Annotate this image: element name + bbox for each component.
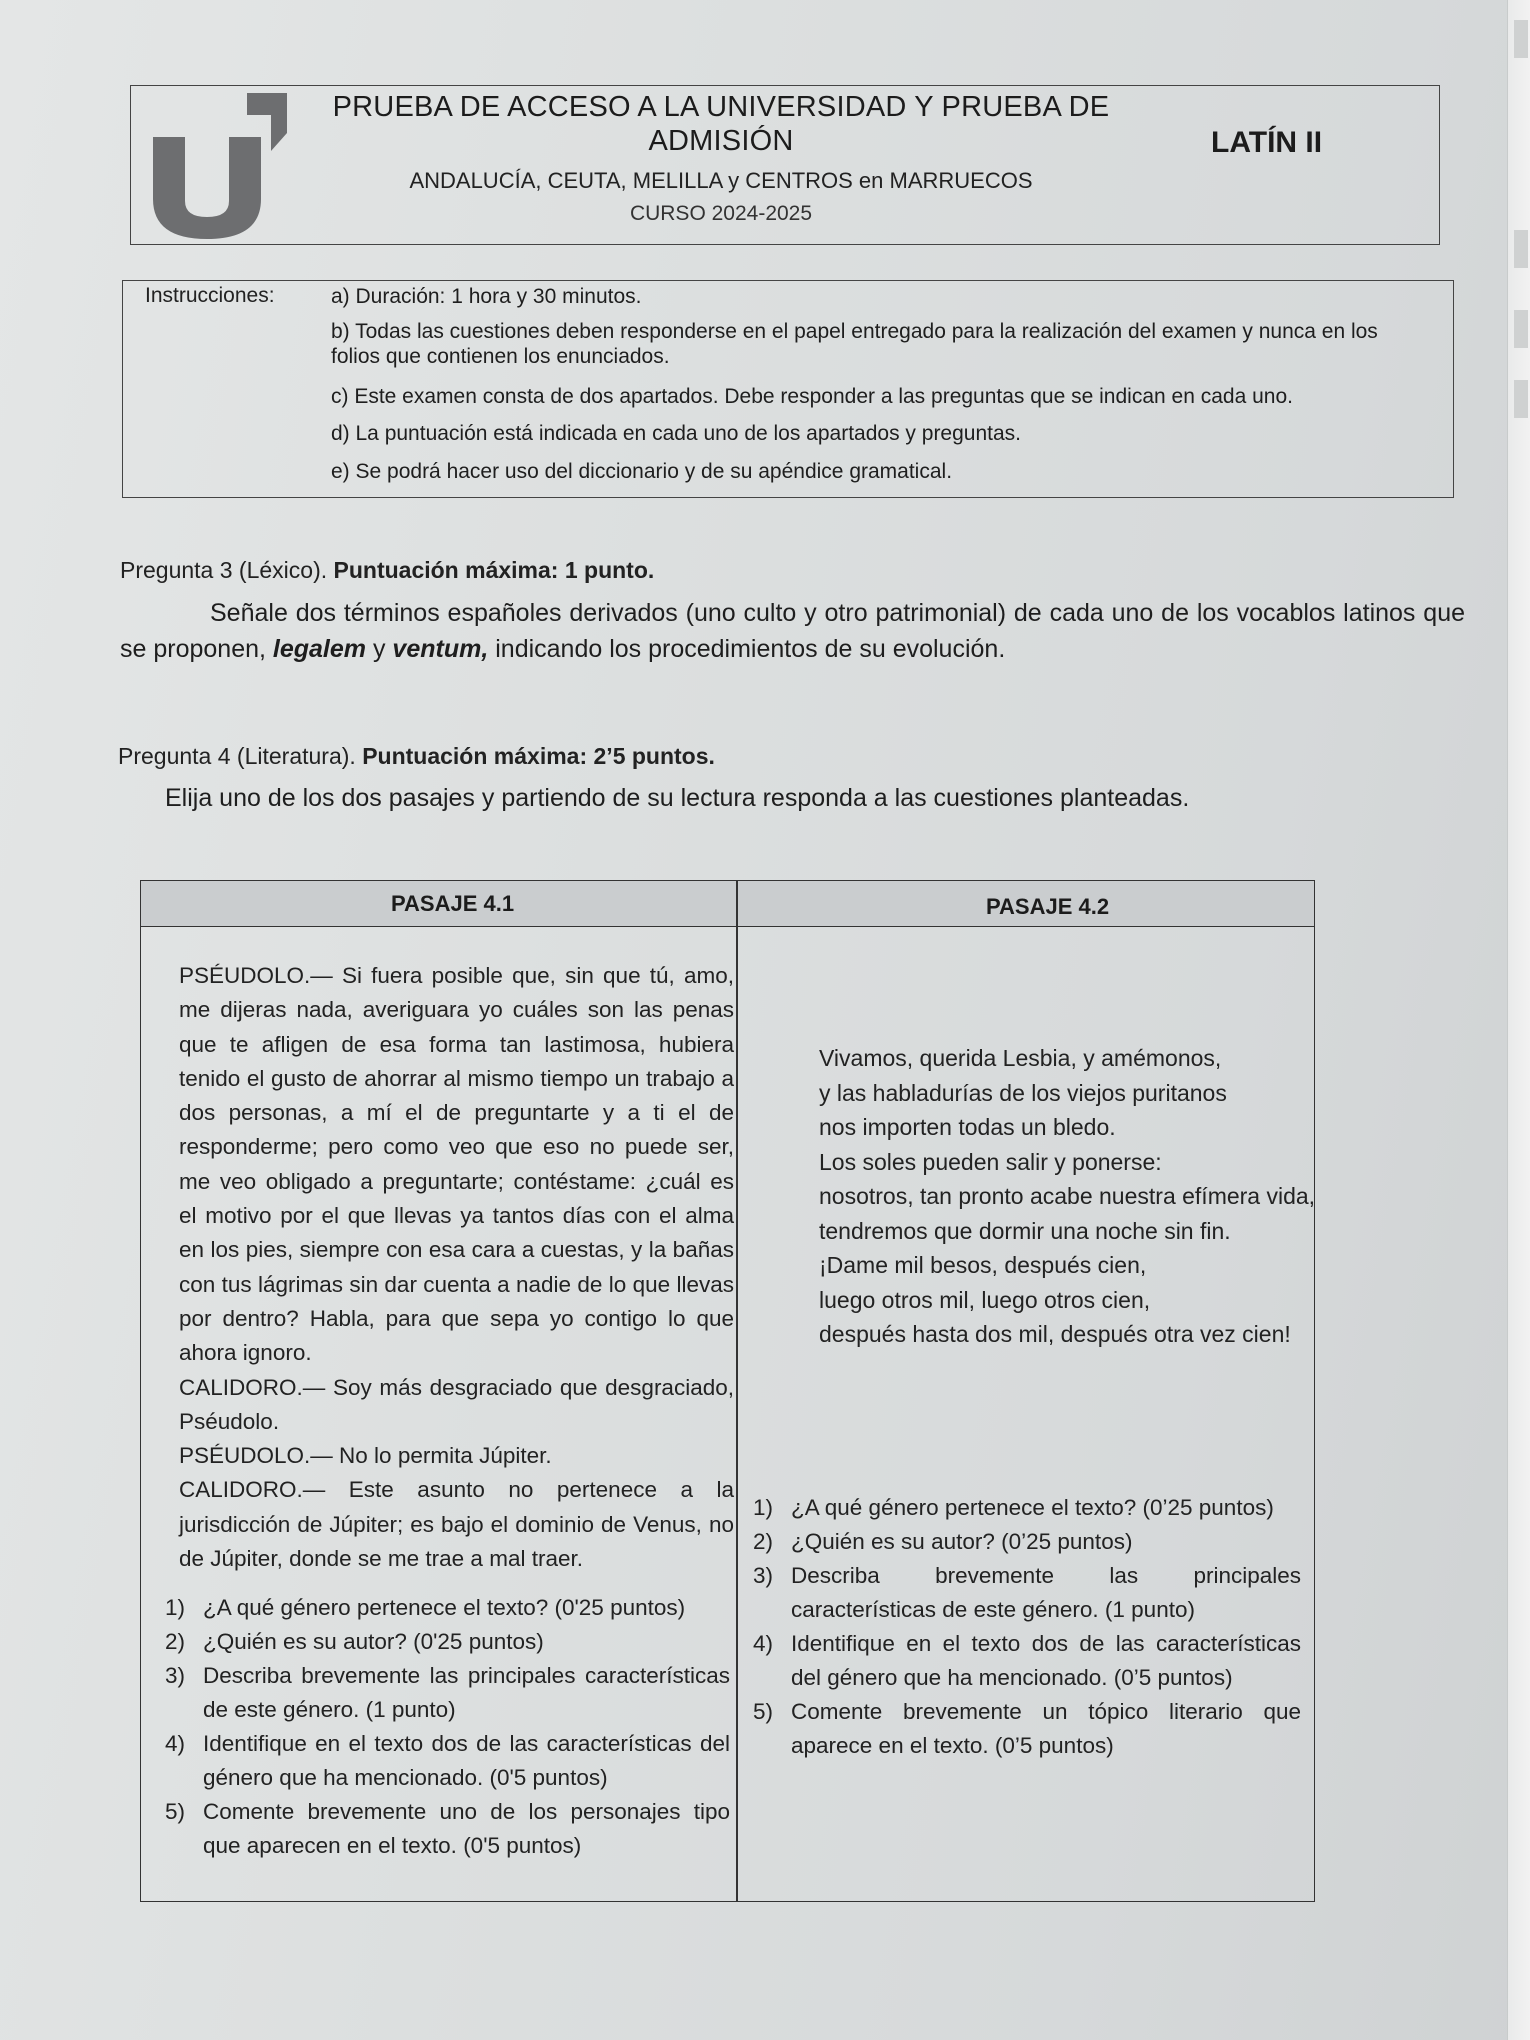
passage1-question: 3) Describa brevemente las principales características de este género. (1 punto): [165, 1663, 730, 1722]
passage1-paragraph: CALIDORO.— Soy más desgraciado que desgraciado, Pséudolo.: [179, 1374, 734, 1434]
instruction-item: d) La puntuación está indicada en cada uno de los apartados y preguntas.: [331, 422, 1021, 445]
passage1-text: [179, 959, 734, 1576]
poem-line: ¡Dame mil besos, después cien,: [819, 1252, 1147, 1278]
passage2-question: 3) Describa brevemente las principales características de este género. (1 punto): [753, 1563, 1301, 1622]
question3-text: [120, 595, 1465, 667]
poem-line: luego otros mil, luego otros cien,: [819, 1286, 1151, 1313]
question3-title: Pregunta 3 (Léxico).: [120, 557, 328, 583]
passage2-header: PASAJE 4.2: [986, 894, 1110, 919]
poem-line: tendremos que dormir una noche sin fin.: [819, 1217, 1231, 1244]
question3-text-part2: indicando los procedimientos de su evolución.: [495, 635, 1006, 663]
passage1-paragraph: CALIDORO.— Este asunto no pertenece a la jurisdicción de Júpiter; es bajo el dominio de Venus, no de Júpiter, donde se me trae a mal traer.: [179, 1477, 734, 1572]
exam-subject: LATÍN II: [1211, 126, 1323, 159]
passage2-poem: [819, 1041, 1315, 1352]
passage1-paragraph: PSÉUDOLO.— No lo permita Júpiter.: [179, 1443, 552, 1469]
question3-score: Puntuación máxima: 1 punto.: [333, 557, 655, 583]
passage1-question: 4) Identifique en el texto dos de las características del género que ha mencionado. (0'5 puntos): [165, 1731, 730, 1790]
university-logo-icon: [147, 89, 287, 241]
poem-line: nos importen todas un bledo.: [819, 1114, 1116, 1140]
exam-header: [130, 85, 1440, 245]
exam-region: ANDALUCÍA, CEUTA, MELILLA y CENTROS en MARRUECOS: [409, 168, 1033, 193]
question3-text-part1: Señale dos términos españoles derivados (uno culto y otro patrimonial) de cada uno de los vocablos latinos que se proponen,: [120, 599, 1465, 663]
instructions-box: [122, 280, 1454, 498]
passage2-question: 5) Comente brevemente un tópico literario que aparece en el texto. (0’5 puntos): [753, 1699, 1301, 1758]
poem-line: Vivamos, querida Lesbia, y amémonos,: [819, 1045, 1222, 1071]
passage2-question: 2) ¿Quién es su autor? (0’25 puntos): [753, 1529, 1133, 1554]
passage2-question: 1) ¿A qué género pertenece el texto? (0’25 puntos): [753, 1495, 1274, 1520]
passage1-paragraph: PSÉUDOLO.— Si fuera posible que, sin que tú, amo, me dijeras nada, averiguara yo cuáles son las penas que te afligen de esa forma tan lastimosa, hubiera tenido el gusto de ahorrar al mismo tiempo un trabajo a dos personas, a mí el de preguntarte y a ti el de responderme; pero como veo que eso no puede ser, me veo obligado a preguntarte; contéstame: ¿cuál es el motivo por el que llevas ya tantos días con el alma en los pies, siempre con esa cara a cuestas, y la bañas con tus lágrimas sin dar cuenta a nadie de lo que llevas por dentro? Habla, para que sepa yo contigo lo que ahora ignoro.: [179, 963, 734, 1366]
instruction-item: a) Duración: 1 hora y 30 minutos.: [331, 285, 642, 308]
instruction-item: b) Todas las cuestiones deben responderse en el papel entregado para la realización del examen y nunca en los folios que contienen los enunciados.: [331, 320, 1378, 368]
passage1-question: 1) ¿A qué género pertenece el texto? (0'25 puntos): [165, 1595, 686, 1620]
poem-line: y las habladurías de los viejos puritanos: [819, 1079, 1227, 1106]
conjunction: y: [372, 635, 386, 663]
question4-intro: Elija uno de los dos pasajes y partiendo de su lectura responda a las cuestiones planteadas.: [165, 784, 1190, 812]
passage2-question: 4) Identifique en el texto dos de las características del género que ha mencionado. (0’5 puntos): [753, 1631, 1301, 1690]
passage1-question: 5) Comente brevemente uno de los personajes tipo que aparecen en el texto. (0'5 puntos): [165, 1799, 730, 1858]
question4-score: Puntuación máxima: 2’5 puntos.: [362, 743, 715, 769]
column-divider: [736, 881, 738, 1901]
latin-word-ventum: ventum,: [392, 635, 489, 663]
passages-table: [140, 880, 1315, 1902]
passage2-questions: [753, 1491, 1301, 1763]
question4-heading: [118, 743, 715, 770]
exam-course: CURSO 2024-2025: [629, 202, 813, 225]
latin-word-legalem: legalem: [272, 635, 367, 663]
poem-line: Los soles pueden salir y ponerse:: [819, 1148, 1162, 1175]
exam-title-line1: PRUEBA DE ACCESO A LA UNIVERSIDAD Y PRUEBA DE: [332, 91, 1110, 123]
question3-heading: [120, 557, 654, 584]
instructions-label: Instrucciones:: [145, 284, 275, 307]
instruction-item: c) Este examen consta de dos apartados. Debe responder a las preguntas que se indican en cada uno.: [331, 385, 1293, 408]
passage1-question: 2) ¿Quién es su autor? (0'25 puntos): [165, 1629, 544, 1654]
poem-line: después hasta dos mil, después otra vez cien!: [819, 1321, 1291, 1347]
exam-title-line2: ADMISIÓN: [648, 125, 794, 157]
passages-table-header: [141, 881, 1314, 927]
question4-title: Pregunta 4 (Literatura).: [118, 743, 356, 769]
page-edge: [1507, 0, 1530, 2040]
passage1-questions: [165, 1591, 730, 1863]
passage1-header: PASAJE 4.1: [391, 891, 515, 916]
instruction-item: e) Se podrá hacer uso del diccionario y de su apéndice gramatical.: [331, 460, 953, 483]
poem-line: nosotros, tan pronto acabe nuestra efímera vida,: [819, 1183, 1316, 1209]
